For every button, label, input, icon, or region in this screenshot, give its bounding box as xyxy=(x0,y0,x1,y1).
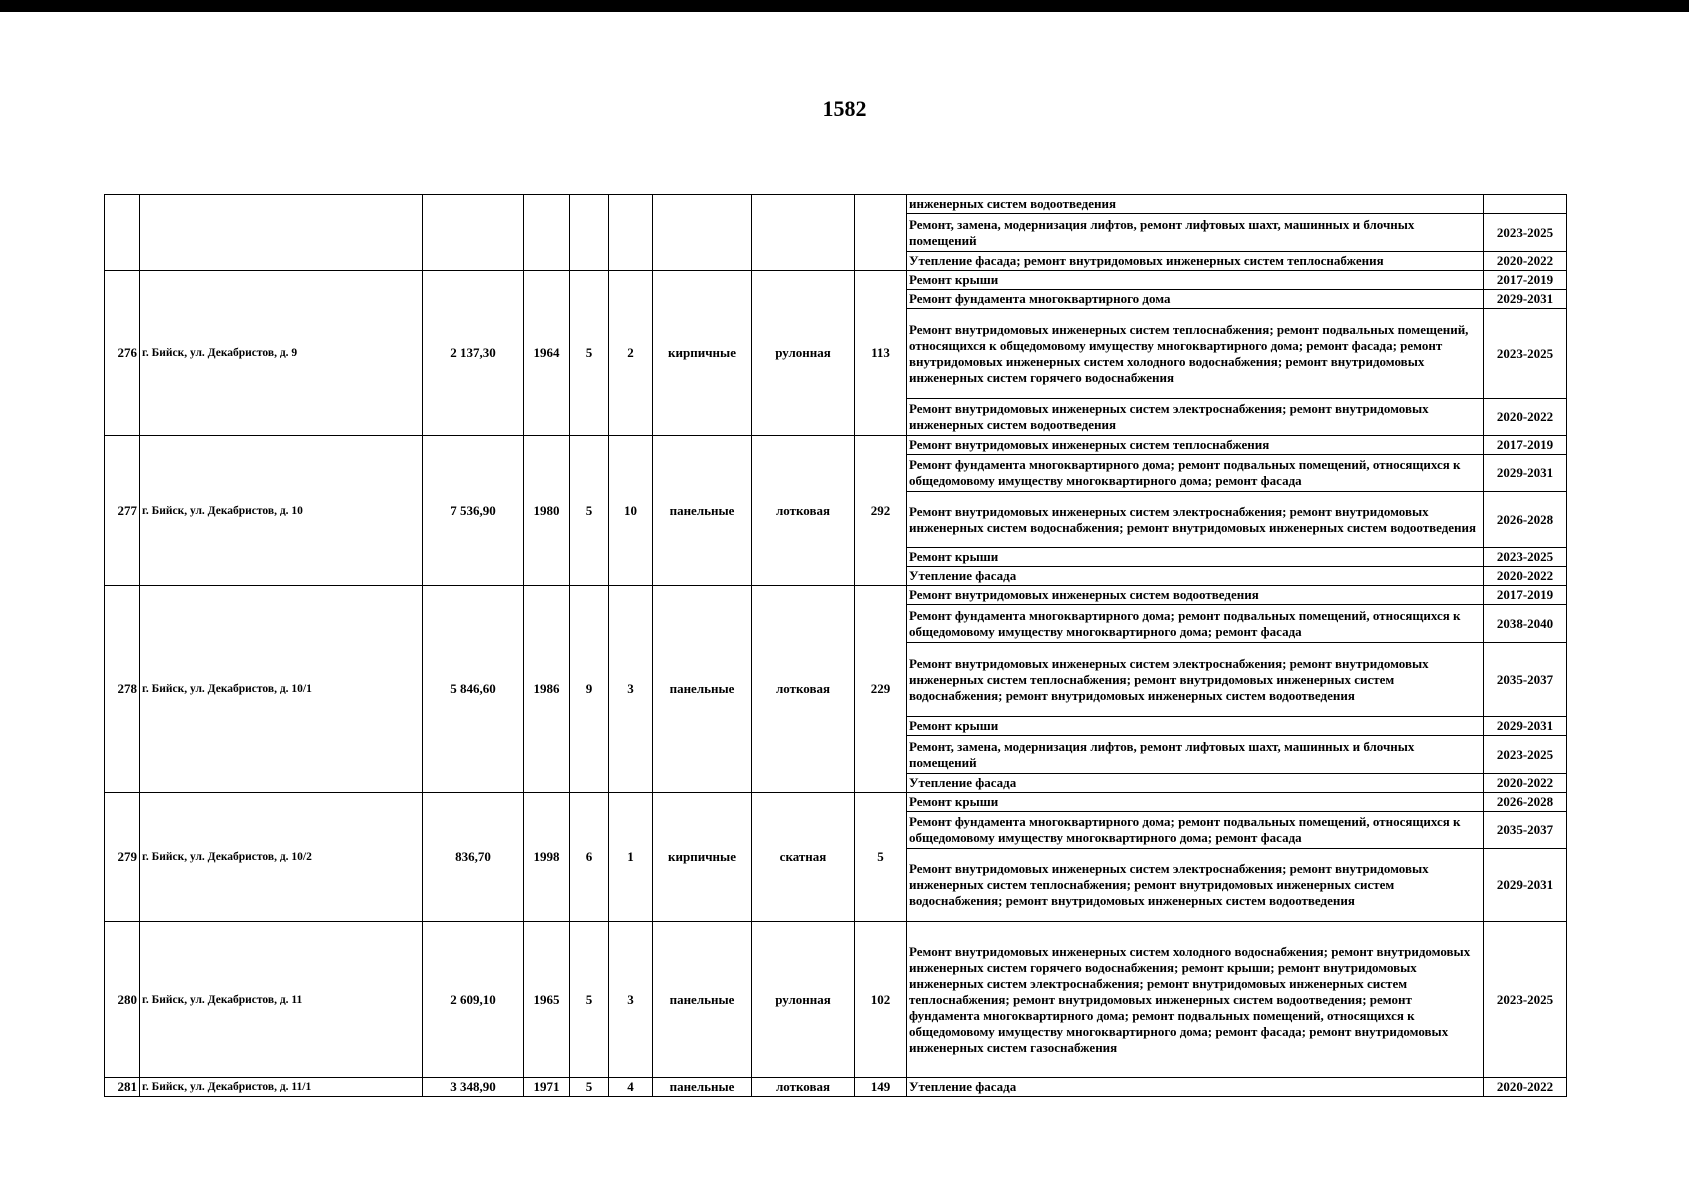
cell-period: 2029-2031 xyxy=(1484,717,1567,736)
cell-address: г. Бийск, ул. Декабристов, д. 9 xyxy=(140,271,423,436)
cell-entrances xyxy=(609,195,653,271)
table-row xyxy=(105,793,1567,812)
cell-period: 2020-2022 xyxy=(1484,567,1567,586)
cell-period xyxy=(1484,195,1567,214)
table-row xyxy=(105,922,1567,1078)
cell-number: 277 xyxy=(105,436,140,586)
cell-address: г. Бийск, ул. Декабристов, д. 10/2 xyxy=(140,793,423,922)
cell-work: Ремонт внутридомовых инженерных систем электроснабжения; ремонт внутридомовых инженерных систем теплоснабжения; ремонт внутридомовых инженерных систем водоснабжения; ремонт внутридомовых инженерных систем водоотведения xyxy=(907,643,1484,717)
cell-period: 2035-2037 xyxy=(1484,643,1567,717)
cell-work: Ремонт фундамента многоквартирного дома; ремонт подвальных помещений, относящихся к общедомовому имуществу многоквартирного дома; ремонт фасада xyxy=(907,605,1484,643)
cell-number: 280 xyxy=(105,922,140,1078)
cell-work: Ремонт внутридомовых инженерных систем электроснабжения; ремонт внутридомовых инженерных систем водоотведения xyxy=(907,399,1484,436)
cell-entrances: 10 xyxy=(609,436,653,586)
cell-period: 2029-2031 xyxy=(1484,290,1567,309)
cell-area: 7 536,90 xyxy=(423,436,524,586)
cell-period: 2017-2019 xyxy=(1484,271,1567,290)
cell-work: Ремонт внутридомовых инженерных систем электроснабжения; ремонт внутридомовых инженерных систем теплоснабжения; ремонт внутридомовых инженерных систем водоснабжения; ремонт внутридомовых инженерных систем водоотведения xyxy=(907,849,1484,922)
cell-year: 1980 xyxy=(524,436,570,586)
cell-period: 2023-2025 xyxy=(1484,922,1567,1078)
cell-walls: панельные xyxy=(653,1078,752,1097)
cell-residents: 292 xyxy=(855,436,907,586)
cell-floors: 5 xyxy=(570,1078,609,1097)
cell-period: 2020-2022 xyxy=(1484,399,1567,436)
cell-area: 3 348,90 xyxy=(423,1078,524,1097)
cell-address xyxy=(140,195,423,271)
cell-entrances: 3 xyxy=(609,922,653,1078)
cell-year: 1964 xyxy=(524,271,570,436)
cell-period: 2029-2031 xyxy=(1484,849,1567,922)
cell-period: 2026-2028 xyxy=(1484,492,1567,548)
cell-area: 2 137,30 xyxy=(423,271,524,436)
cell-work: Ремонт, замена, модернизация лифтов, ремонт лифтовых шахт, машинных и блочных помещений xyxy=(907,736,1484,774)
cell-year: 1998 xyxy=(524,793,570,922)
cell-number: 279 xyxy=(105,793,140,922)
cell-work: Ремонт внутридомовых инженерных систем электроснабжения; ремонт внутридомовых инженерных систем водоснабжения; ремонт внутридомовых инженерных систем водоотведения xyxy=(907,492,1484,548)
cell-year: 1971 xyxy=(524,1078,570,1097)
cell-roof: рулонная xyxy=(752,271,855,436)
cell-roof: лотковая xyxy=(752,586,855,793)
cell-residents: 113 xyxy=(855,271,907,436)
cell-work: Ремонт крыши xyxy=(907,271,1484,290)
cell-work: Ремонт внутридомовых инженерных систем теплоснабжения xyxy=(907,436,1484,455)
cell-walls: панельные xyxy=(653,586,752,793)
cell-floors xyxy=(570,195,609,271)
cell-work: инженерных систем водоотведения xyxy=(907,195,1484,214)
cell-work: Утепление фасада xyxy=(907,1078,1484,1097)
cell-period: 2017-2019 xyxy=(1484,436,1567,455)
cell-area xyxy=(423,195,524,271)
cell-floors: 5 xyxy=(570,922,609,1078)
cell-period: 2023-2025 xyxy=(1484,736,1567,774)
cell-year: 1965 xyxy=(524,922,570,1078)
cell-residents: 102 xyxy=(855,922,907,1078)
cell-entrances: 1 xyxy=(609,793,653,922)
cell-area: 2 609,10 xyxy=(423,922,524,1078)
cell-number: 276 xyxy=(105,271,140,436)
cell-period: 2017-2019 xyxy=(1484,586,1567,605)
cell-number: 278 xyxy=(105,586,140,793)
page-number: 1582 xyxy=(822,96,867,121)
table-row xyxy=(105,586,1567,605)
top-border-bar xyxy=(0,0,1689,12)
housing-repair-table xyxy=(104,194,1567,1097)
cell-period: 2038-2040 xyxy=(1484,605,1567,643)
table-row xyxy=(105,1078,1567,1097)
cell-residents xyxy=(855,195,907,271)
cell-floors: 5 xyxy=(570,436,609,586)
cell-address: г. Бийск, ул. Декабристов, д. 10/1 xyxy=(140,586,423,793)
cell-residents: 149 xyxy=(855,1078,907,1097)
cell-number xyxy=(105,195,140,271)
cell-period: 2020-2022 xyxy=(1484,1078,1567,1097)
cell-walls xyxy=(653,195,752,271)
cell-walls: кирпичные xyxy=(653,793,752,922)
cell-floors: 6 xyxy=(570,793,609,922)
cell-work: Ремонт внутридомовых инженерных систем водоотведения xyxy=(907,586,1484,605)
cell-roof: лотковая xyxy=(752,1078,855,1097)
cell-address: г. Бийск, ул. Декабристов, д. 11 xyxy=(140,922,423,1078)
cell-work: Ремонт фундамента многоквартирного дома; ремонт подвальных помещений, относящихся к общедомовому имуществу многоквартирного дома; ремонт фасада xyxy=(907,812,1484,849)
cell-work: Утепление фасада xyxy=(907,567,1484,586)
cell-residents: 229 xyxy=(855,586,907,793)
table-row xyxy=(105,271,1567,290)
cell-work: Ремонт крыши xyxy=(907,717,1484,736)
cell-roof: рулонная xyxy=(752,922,855,1078)
cell-period: 2020-2022 xyxy=(1484,252,1567,271)
table-row xyxy=(105,436,1567,455)
cell-roof: скатная xyxy=(752,793,855,922)
cell-period: 2023-2025 xyxy=(1484,214,1567,252)
cell-period: 2029-2031 xyxy=(1484,455,1567,492)
cell-address: г. Бийск, ул. Декабристов, д. 10 xyxy=(140,436,423,586)
cell-floors: 5 xyxy=(570,271,609,436)
cell-period: 2035-2037 xyxy=(1484,812,1567,849)
cell-work: Ремонт крыши xyxy=(907,548,1484,567)
cell-work: Ремонт внутридомовых инженерных систем теплоснабжения; ремонт подвальных помещений, относящихся к общедомовому имуществу многоквартирного дома; ремонт фасада; ремонт внутридомовых инженерных систем холодного водоснабжения; ремонт внутридомовых инженерных систем горячего водоснабжения xyxy=(907,309,1484,399)
cell-walls: панельные xyxy=(653,922,752,1078)
cell-address: г. Бийск, ул. Декабристов, д. 11/1 xyxy=(140,1078,423,1097)
cell-entrances: 3 xyxy=(609,586,653,793)
cell-period: 2026-2028 xyxy=(1484,793,1567,812)
cell-period: 2023-2025 xyxy=(1484,548,1567,567)
cell-walls: панельные xyxy=(653,436,752,586)
cell-work: Ремонт внутридомовых инженерных систем холодного водоснабжения; ремонт внутридомовых инженерных систем горячего водоснабжения; ремонт крыши; ремонт внутридомовых инженерных систем электроснабжения; ремонт внутридомовых инженерных систем теплоснабжения; ремонт внутридомовых инженерных систем водоотведения; ремонт фундамента многоквартирного дома; ремонт подвальных помещений, относящихся к общедомовому имуществу многоквартирного дома; ремонт фасада; ремонт внутридомовых инженерных систем газоснабжения xyxy=(907,922,1484,1078)
cell-entrances: 4 xyxy=(609,1078,653,1097)
cell-walls: кирпичные xyxy=(653,271,752,436)
cell-entrances: 2 xyxy=(609,271,653,436)
cell-work: Утепление фасада; ремонт внутридомовых инженерных систем теплоснабжения xyxy=(907,252,1484,271)
cell-period: 2023-2025 xyxy=(1484,309,1567,399)
cell-number: 281 xyxy=(105,1078,140,1097)
cell-roof xyxy=(752,195,855,271)
cell-residents: 5 xyxy=(855,793,907,922)
cell-area: 5 846,60 xyxy=(423,586,524,793)
cell-work: Ремонт крыши xyxy=(907,793,1484,812)
cell-work: Ремонт фундамента многоквартирного дома; ремонт подвальных помещений, относящихся к общедомовому имуществу многоквартирного дома; ремонт фасада xyxy=(907,455,1484,492)
cell-work: Утепление фасада xyxy=(907,774,1484,793)
table-row xyxy=(105,195,1567,214)
cell-period: 2020-2022 xyxy=(1484,774,1567,793)
cell-year: 1986 xyxy=(524,586,570,793)
cell-work: Ремонт фундамента многоквартирного дома xyxy=(907,290,1484,309)
cell-work: Ремонт, замена, модернизация лифтов, ремонт лифтовых шахт, машинных и блочных помещений xyxy=(907,214,1484,252)
cell-roof: лотковая xyxy=(752,436,855,586)
cell-floors: 9 xyxy=(570,586,609,793)
cell-year xyxy=(524,195,570,271)
cell-area: 836,70 xyxy=(423,793,524,922)
